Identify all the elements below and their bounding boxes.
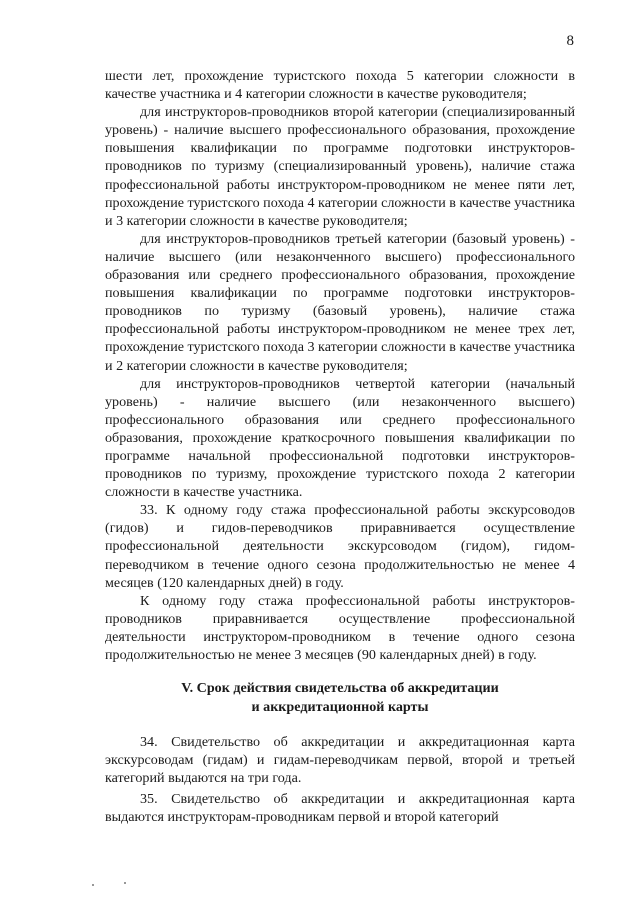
section-heading: [105, 679, 575, 716]
paragraph-item-35: 35. Свидетельство об аккредитации и аккредитационная карта выдаются инструкторам-проводникам первой и второй категорий: [105, 791, 575, 826]
paragraph-second-category: для инструкторов-проводников второй категории (специализированный уровень) - наличие высшего профессионального образования, прохождение повышения квалификации по программе подготовки инструкторов-проводников по туризму (специализированный уровень), наличие стажа профессиональной работы инструктором-проводником не менее пяти лет, прохождение туристского похода 4 категории сложности в качестве участника и 3 категории сложности в качестве руководителя;: [105, 104, 576, 229]
paragraph-fourth-category: для инструкторов-проводников четвертой категории (начальный уровень) - наличие высшего (или незаконченного высшего) профессионального образования или среднего профессионального образования, прохождение краткосрочного повышения квалификации по программе начальной профессиональной подготовки инструкторов-проводников по туризму, прохождение туристского похода 2 категории сложности в качестве участника.: [105, 375, 575, 501]
section-heading-line-2: и аккредитационной карты: [251, 698, 429, 715]
paragraph-item-34: 34. Свидетельство об аккредитации и аккредитационная карта экскурсоводам (гидам) и гидам-переводчикам первой, второй и третьей категорий выдаются на три года.: [105, 734, 575, 787]
paragraph-third-category: для инструкторов-проводников третьей категории (базовый уровень) - наличие высшего (или незаконченного высшего) профессионального образования или среднего профессионального образования, прохождение повышения квалификации по программе подготовки инструкторов-проводников по туризму (базовый уровень), наличие стажа профессиональной работы инструктором-проводником не менее трех лет, прохождение туристского похода 3 категории сложности в качестве участника и 2 категории сложности в качестве руководителя;: [105, 230, 576, 374]
scan-speck: [124, 882, 126, 884]
scan-speck: [92, 884, 94, 886]
paragraph-item-33: 33. К одному году стажа профессиональной работы экскурсоводов (гидов) и гидов-переводчиков приравнивается осуществление профессиональной деятельности экскурсоводом (гидом), гидом-переводчиком в течение одного сезона продолжительностью не менее 4 месяцев (120 календарных дней) в году.: [105, 502, 575, 591]
page-number: 8: [566, 33, 574, 49]
document-body: [105, 67, 575, 827]
section-heading-line-1: V. Срок действия свидетельства об аккредитации: [181, 680, 499, 697]
paragraph-instructor-experience: К одному году стажа профессиональной работы инструкторов-проводников приравнивается осуществление профессиональной деятельности инструктором-проводником в течение одного сезона продолжительностью не менее 3 месяцев (90 календарных дней) в году.: [105, 592, 575, 663]
paragraph-continuation: шести лет, прохождение туристского похода 5 категории сложности в качестве участника и 4 категории сложности в качестве руководителя;: [105, 68, 575, 103]
